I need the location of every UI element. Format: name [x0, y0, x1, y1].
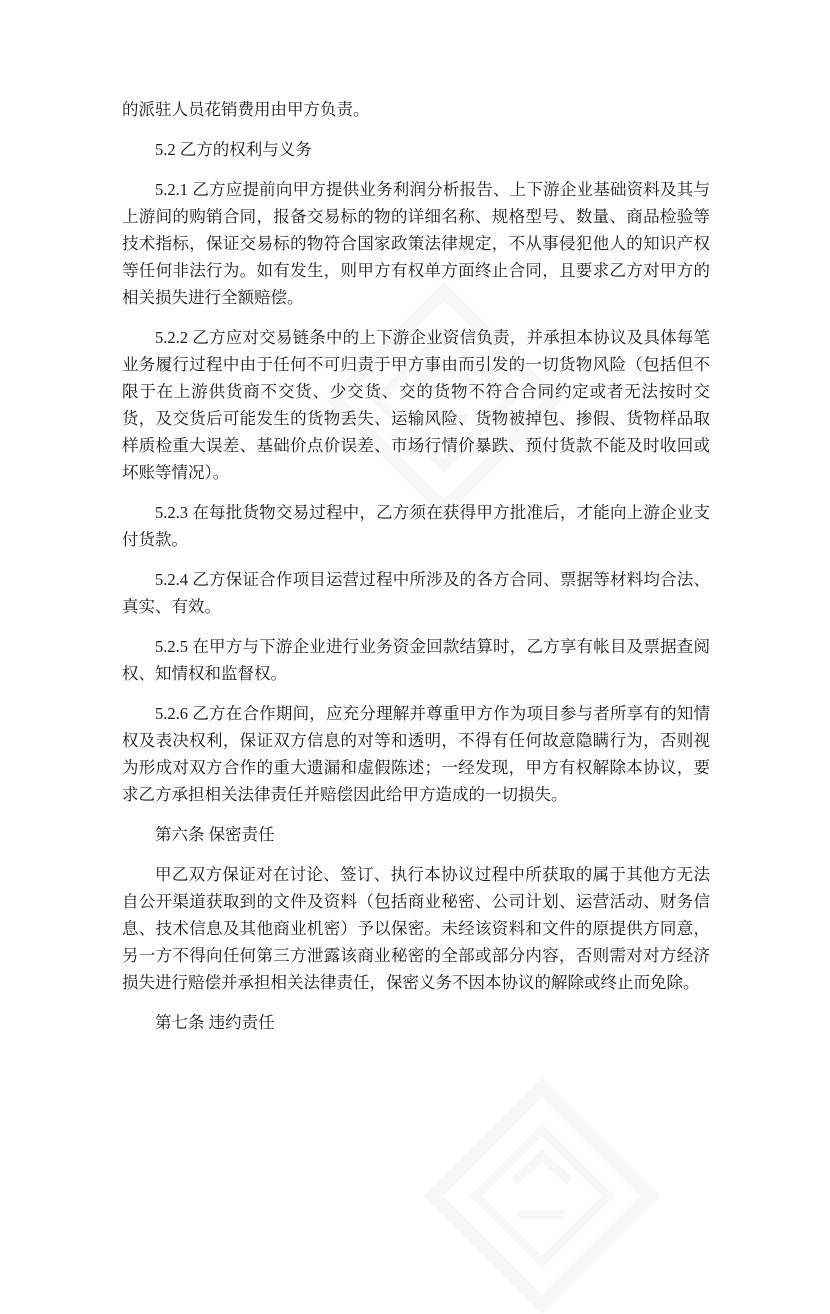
- article-6-heading: 第六条 保密责任: [155, 825, 275, 844]
- article-6-body: 甲乙双方保证对在讨论、签订、执行本协议过程中所获取的属于其他方无法自公开渠道获取到的文件及资料（包括商业秘密、公司计划、运营活动、财务信息、技术信息及其他商业机密）予以保密。未经该资料和文件的原提供方同意，另一方不得向任何第三方泄露该商业秘密的全部或部分内容，否则需对对方经济损失进行赔偿并承担相关法律责任，保密义务不因本协议的解除或终止而免除。: [122, 865, 710, 992]
- clause-5-2-5: 5.2.5 在甲方与下游企业进行业务资金回款结算时，乙方享有帐目及票据查阅权、知情权和监督权。: [122, 637, 710, 683]
- article-7-heading: 第七条 违约责任: [155, 1013, 275, 1032]
- paragraph-continuation: 的派驻人员花销费用由甲方负责。: [122, 100, 370, 119]
- clause-5-2-1: 5.2.1 乙方应提前向甲方提供业务利润分析报告、上下游企业基础资料及其与上游间的购销合同，报备交易标的物的详细名称、规格型号、数量、商品检验等技术指标，保证交易标的物符合国家政策法律规定，不从事侵犯他人的知识产权等任何非法行为。如有发生，则甲方有权单方面终止合同，且要求乙方对甲方的相关损失进行全额赔偿。: [122, 180, 710, 307]
- clause-5-2-6: 5.2.6 乙方在合作期间，应充分理解并尊重甲方作为项目参与者所享有的知情权及表决权利，保证双方信息的对等和透明，不得有任何故意隐瞒行为，否则视为形成对双方合作的重大遗漏和虚假陈述；一经发现，甲方有权解除本协议，要求乙方承担相关法律责任并赔偿因此给甲方造成的一切损失。: [122, 704, 710, 804]
- clause-5-2-3: 5.2.3 在每批货物交易过程中，乙方须在获得甲方批准后，才能向上游企业支付货款。: [122, 503, 710, 549]
- section-heading-5-2: 5.2 乙方的权利与义务: [155, 140, 312, 159]
- document-content: [122, 96, 710, 1036]
- watermark-icon: [424, 1078, 660, 1314]
- clause-5-2-4: 5.2.4 乙方保证合作项目运营过程中所涉及的各方合同、票据等材料均合法、真实、有效。: [122, 570, 710, 616]
- clause-5-2-2: 5.2.2 乙方应对交易链条中的上下游企业资信负责，并承担本协议及具体每笔业务履行过程中由于任何不可归责于甲方事由而引发的一切货物风险（包括但不限于在上游供货商不交货、少交货、交的货物不符合合同约定或者无法按时交货，及交货后可能发生的货物丢失、运输风险、货物被掉包、掺假、货物样品取样质检重大误差、基础价点价误差、市场行情价暴跌、预付货款不能及时收回或坏账等情况）。: [122, 328, 710, 482]
